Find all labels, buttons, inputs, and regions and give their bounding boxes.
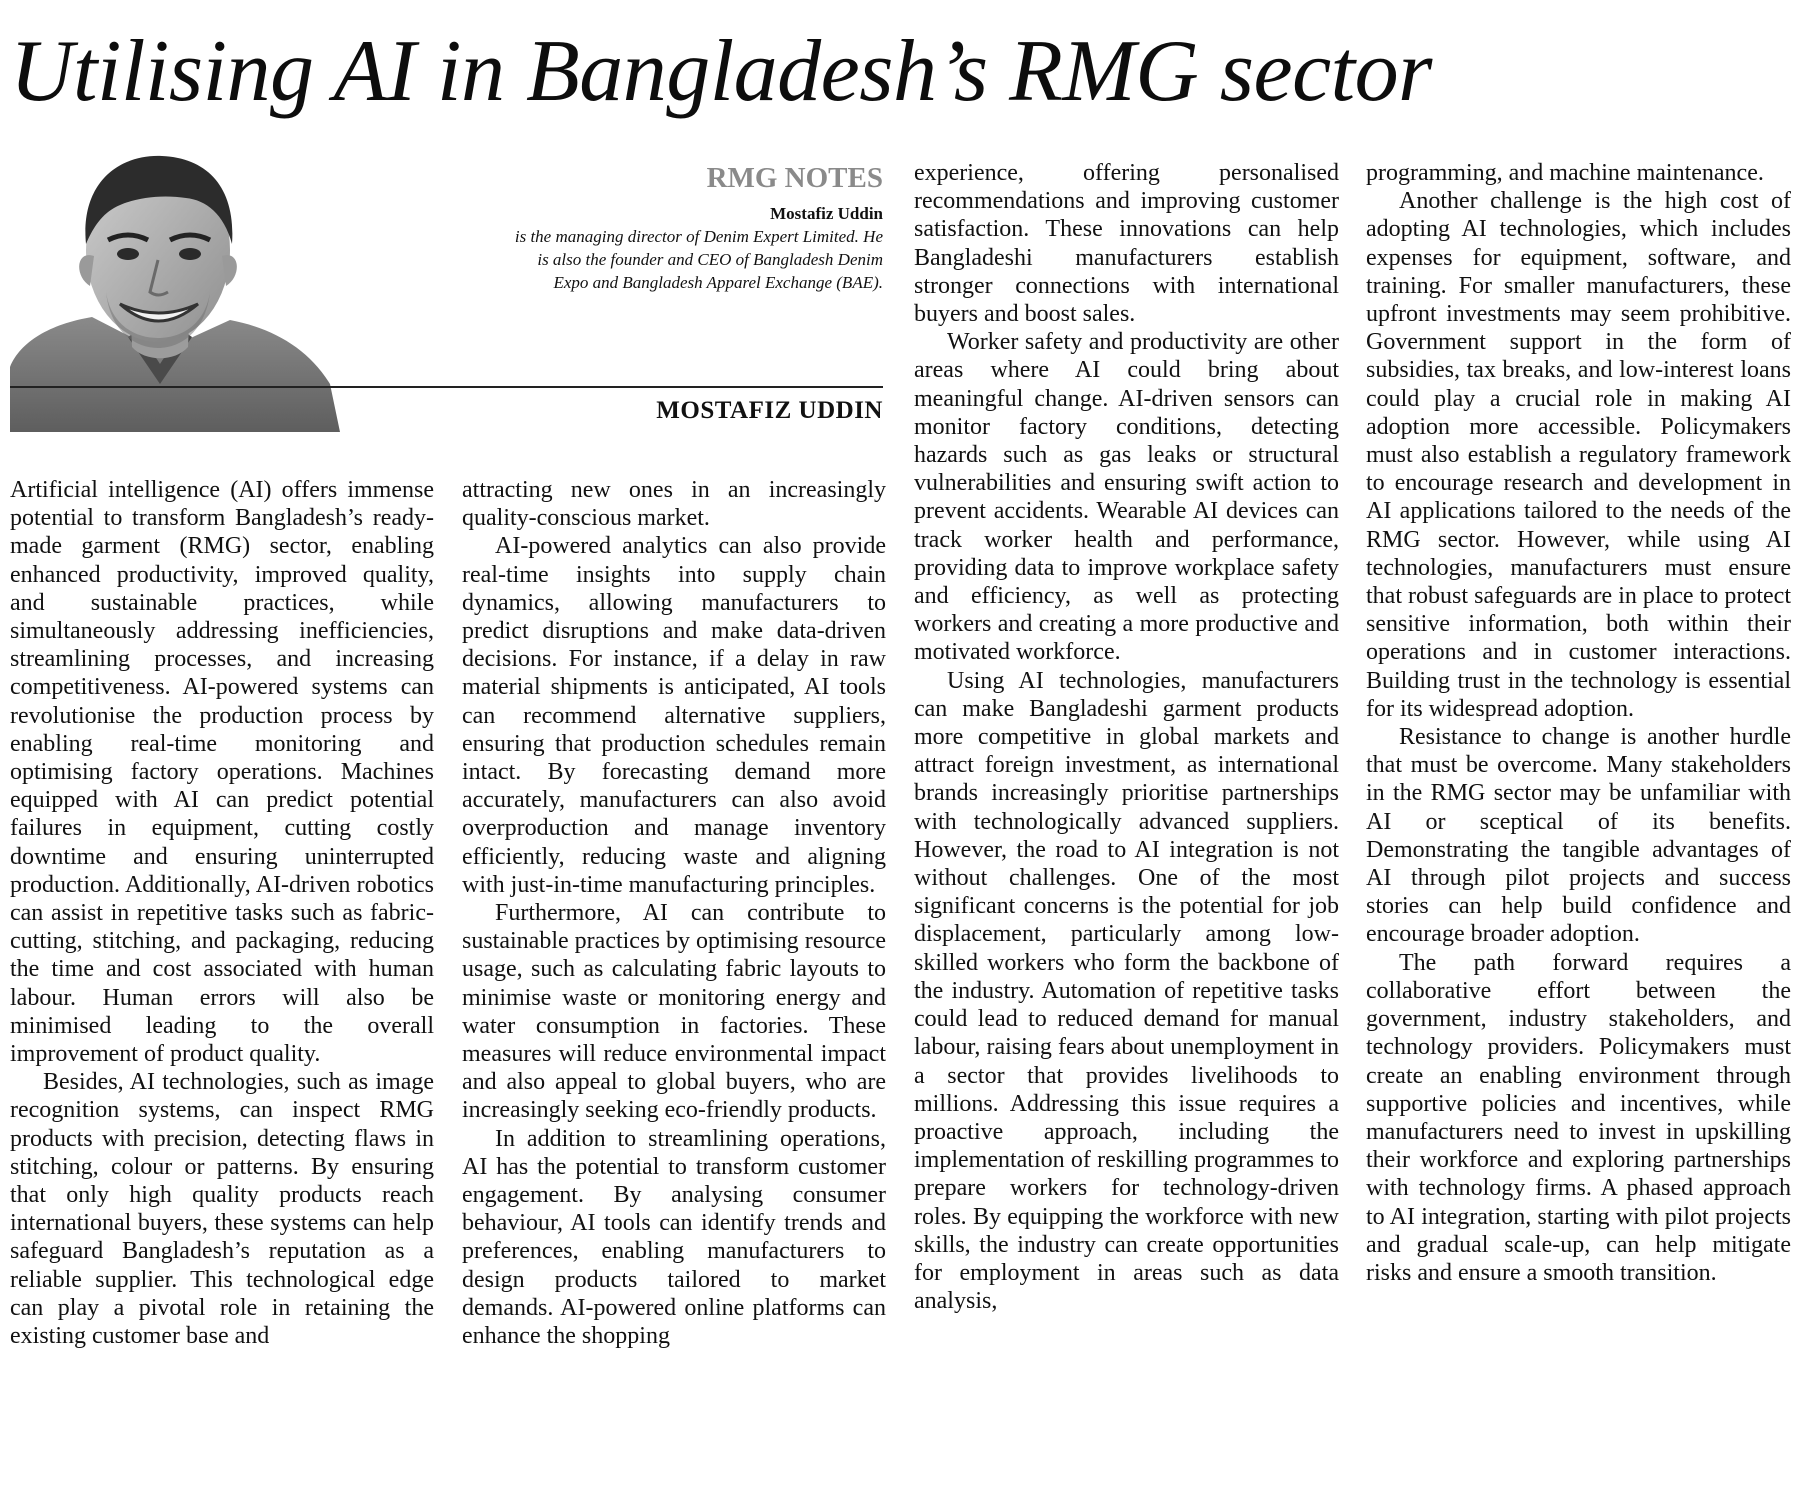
article-paragraph: AI-powered analytics can also provide real-time insights into supply chain dynamics, allowing manufacturers to predict disruptions and make data-driven decisions. For instance, if a delay in raw material shipments is anticipated, AI tools can recommend alternative suppliers, ensuring that production schedules remain intact. By forecasting demand more accurately, manufacturers can also avoid overproduction and manage inventory efficiently, reducing waste and aligning with just-in-time manufacturing principles.: [462, 533, 886, 898]
article-paragraph: experience, offering personalised recommendations and improving customer satisfaction. These innovations can help Bangladeshi manufacturers establish stronger connections with international buyers and boost sales.: [914, 160, 1339, 328]
column-label: RMG NOTES: [706, 162, 883, 194]
headline: Utilising AI in Bangladesh’s RMG sector: [10, 23, 1432, 120]
article-paragraph: Resistance to change is another hurdle that must be overcome. Many stakeholders in the RMG sector may be unfamiliar with AI or sceptical of its benefits. Demonstrating the tangible advantages of AI through pilot projects and success stories can help build confidence and encourage broader adoption.: [1366, 724, 1791, 948]
byline: MOSTAFIZ UDDIN: [656, 397, 883, 424]
article-paragraph: In addition to streamlining operations, AI has the potential to transform customer engagement. By analysing consumer behaviour, AI tools can identify trends and preferences, enabling manufacturers to design products tailored to market demands. AI-powered online platforms can enhance the shopping: [462, 1125, 886, 1350]
article-column-3: [914, 159, 1339, 1502]
article-paragraph: Using AI technologies, manufacturers can make Bangladeshi garment products more competitive in global markets and attract foreign investment, as international brands increasingly prioritise partnerships with technologically advanced suppliers. However, the road to AI integration is not without challenges. One of the most significant concerns is the potential for job displacement, particularly among low-skilled workers who form the backbone of the industry. Automation of repetitive tasks could lead to reduced demand for manual labour, raising fears about unemployment in a sector that provides livelihoods to millions. Addressing this issue requires a proactive approach, including the implementation of reskilling programmes to prepare workers for technology-driven roles. By equipping the workforce with new skills, the industry can create opportunities for employment in areas such as data analysis,: [914, 667, 1339, 1315]
author-name: Mostafiz Uddin: [770, 204, 883, 223]
author-photo: [10, 152, 340, 432]
divider-rule: [10, 386, 883, 388]
article-paragraph: Artificial intelligence (AI) offers immense potential to transform Bangladesh’s ready-made garment (RMG) sector, enabling enhanced productivity, improved quality, and sustainable practices, while simultaneously addressing inefficiencies, streamlining processes, and increasing competitiveness. AI-powered systems can revolutionise the production process by enabling real-time monitoring and optimising factory operations. Machines equipped with AI can predict potential failures in equipment, cutting costly downtime and ensuring uninterrupted production. Additionally, AI-driven robotics can assist in repetitive tasks such as fabric-cutting, stitching, and packaging, reducing the time and cost associated with human labour. Human errors will also be minimised leading to the overall improvement of product quality.: [10, 477, 434, 1068]
article-paragraph: Furthermore, AI can contribute to sustainable practices by optimising resource usage, such as calculating fabric layouts to minimise waste or monitoring energy and water consumption in factories. These measures will reduce environmental impact and also appeal to global buyers, who are increasingly seeking eco-friendly products.: [462, 900, 886, 1124]
article-paragraph: attracting new ones in an increasingly quality-conscious market.: [462, 477, 886, 532]
article-column-2: [462, 476, 886, 1502]
article-paragraph: Worker safety and productivity are other areas where AI could bring about meaningful change. AI-driven sensors can monitor factory conditions, detecting hazards such as gas leaks or structural vulnerabilities and ensuring swift action to prevent accidents. Wearable AI devices can track worker health and performance, providing data to improve workplace safety and efficiency, as well as protecting workers and creating a more productive and motivated workforce.: [914, 329, 1339, 666]
author-bio: is the managing director of Denim Expert Limited. He is also the founder and CEO of Bangladesh Denim Expo and Bangladesh Apparel Exchange (BAE).: [514, 227, 883, 292]
article-column-4: [1366, 159, 1791, 1502]
article-paragraph: Besides, AI technologies, such as image recognition systems, can inspect RMG products with precision, detecting flaws in stitching, colour or patterns. By ensuring that only high quality products reach international buyers, these systems can help safeguard Bangladesh’s reputation as a reliable supplier. This technological edge can play a pivotal role in retaining the existing customer base and: [10, 1069, 434, 1350]
article-paragraph: programming, and machine maintenance.: [1366, 160, 1764, 186]
article-column-1: [10, 476, 434, 1502]
article-paragraph: Another challenge is the high cost of adopting AI technologies, which includes expenses for equipment, software, and training. For smaller manufacturers, these upfront investments may seem prohibitive. Government support in the form of subsidies, tax breaks, and low-interest loans could play a crucial role in making AI adoption more accessible. Policymakers must also establish a regulatory framework to encourage research and development in AI applications tailored to the needs of the RMG sector. However, while using AI technologies, manufacturers must ensure that robust safeguards are in place to protect sensitive information, both within their operations and in customer interactions. Building trust in the technology is essential for its widespread adoption.: [1366, 188, 1791, 722]
article-paragraph: The path forward requires a collaborative effort between the government, industry stakeholders, and technology providers. Policymakers must create an enabling environment through supportive policies and incentives, while manufacturers need to invest in upskilling their workforce and exploring partnerships with technology firms. A phased approach to AI integration, starting with pilot projects and gradual scale-up, can help mitigate risks and ensure a smooth transition.: [1366, 949, 1791, 1286]
